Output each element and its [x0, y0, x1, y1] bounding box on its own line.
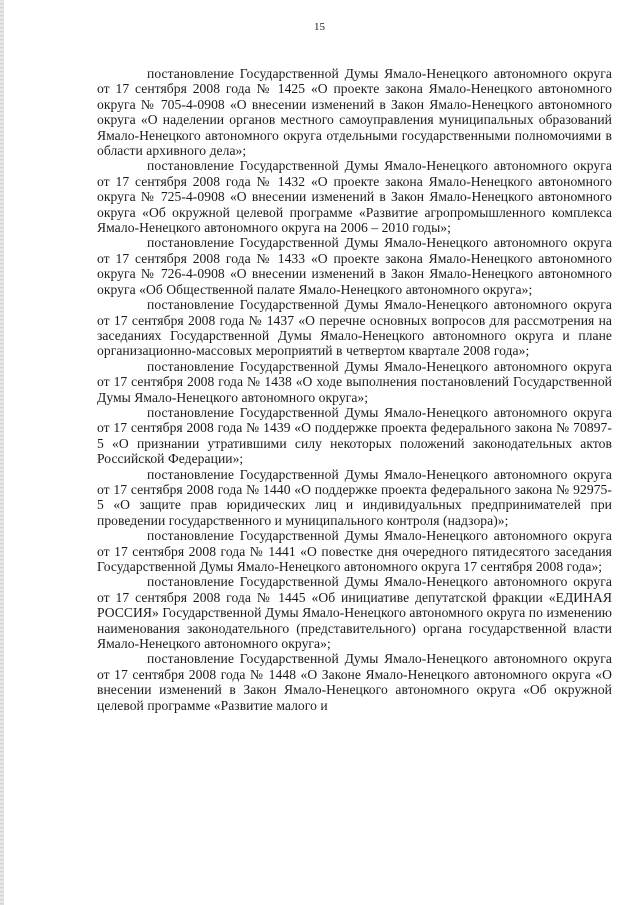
paragraph-resolution-1441: постановление Государственной Думы Ямало-Ненецкого автономного округа от 17 сентября 2008 года № 1441 «О повестке дня очередного пятидесятого заседания Государственной Думы Ямало-Ненецкого автономного округа 17 сентября 2008 года»;	[97, 528, 612, 574]
paragraph-resolution-1440: постановление Государственной Думы Ямало-Ненецкого автономного округа от 17 сентября 2008 года № 1440 «О поддержке проекта федерального закона № 92975-5 «О защите прав юридических лиц и индивидуальных предпринимателей при проведении государственного и муниципального контроля (надзора)»;	[97, 466, 612, 528]
paragraph-resolution-1432: постановление Государственной Думы Ямало-Ненецкого автономного округа от 17 сентября 2008 года № 1432 «О проекте закона Ямало-Ненецкого автономного округа № 725-4-0908 «О внесении изменений в Закон Ямало-Ненецкого автономного округа «Об окружной целевой программе «Развитие агропромышленного комплекса Ямало-Ненецкого автономного округа на 2006 – 2010 годы»;	[97, 158, 612, 236]
paragraph-resolution-1448: постановление Государственной Думы Ямало-Ненецкого автономного округа от 17 сентября 2008 года № 1448 «О Законе Ямало-Ненецкого автономного округа «О внесении изменений в Закон Ямало-Ненецкого автономного округа «Об окружной целевой программе «Развитие малого и	[97, 651, 612, 713]
page-number: 15	[314, 21, 325, 33]
paragraph-resolution-1438: постановление Государственной Думы Ямало-Ненецкого автономного округа от 17 сентября 2008 года № 1438 «О ходе выполнения постановлений Государственной Думы Ямало-Ненецкого автономного округа»;	[97, 358, 612, 405]
paragraph-resolution-1425: постановление Государственной Думы Ямало-Ненецкого автономного округа от 17 сентября 2008 года № 1425 «О проекте закона Ямало-Ненецкого автономного округа № 705-4-0908 «О внесении изменений в Закон Ямало-Ненецкого автономного округа «О наделении органов местного самоуправления муниципальных образований Ямало-Ненецкого автономного округа отдельными государственными полномочиями в области архивного дела»;	[97, 66, 612, 159]
paragraph-resolution-1439: постановление Государственной Думы Ямало-Ненецкого автономного округа от 17 сентября 2008 года № 1439 «О поддержке проекта федерального закона № 70897-5 «О признании утратившими силу некоторых положений законодательных актов Российской Федерации»;	[97, 404, 612, 467]
paragraph-resolution-1433: постановление Государственной Думы Ямало-Ненецкого автономного округа от 17 сентября 2008 года № 1433 «О проекте закона Ямало-Ненецкого автономного округа № 726-4-0908 «О внесении изменений в Закон Ямало-Ненецкого автономного округа «Об Общественной палате Ямало-Ненецкого автономного округа»;	[97, 235, 612, 297]
paragraph-resolution-1445: постановление Государственной Думы Ямало-Ненецкого автономного округа от 17 сентября 2008 года № 1445 «Об инициативе депутатской фракции «ЕДИНАЯ РОССИЯ» Государственной Думы Ямало-Ненецкого автономного округа по изменению наименования законодательного (представительного) органа государственной власти Ямало-Ненецкого автономного округа»;	[97, 574, 612, 652]
scan-edge	[0, 0, 4, 905]
paragraph-resolution-1437: постановление Государственной Думы Ямало-Ненецкого автономного округа от 17 сентября 2008 года № 1437 «О перечне основных вопросов для рассмотрения на заседаниях Государственной Думы Ямало-Ненецкого автономного округа и плане организационно-массовых мероприятий в четвертом квартале 2008 года»;	[97, 297, 612, 359]
